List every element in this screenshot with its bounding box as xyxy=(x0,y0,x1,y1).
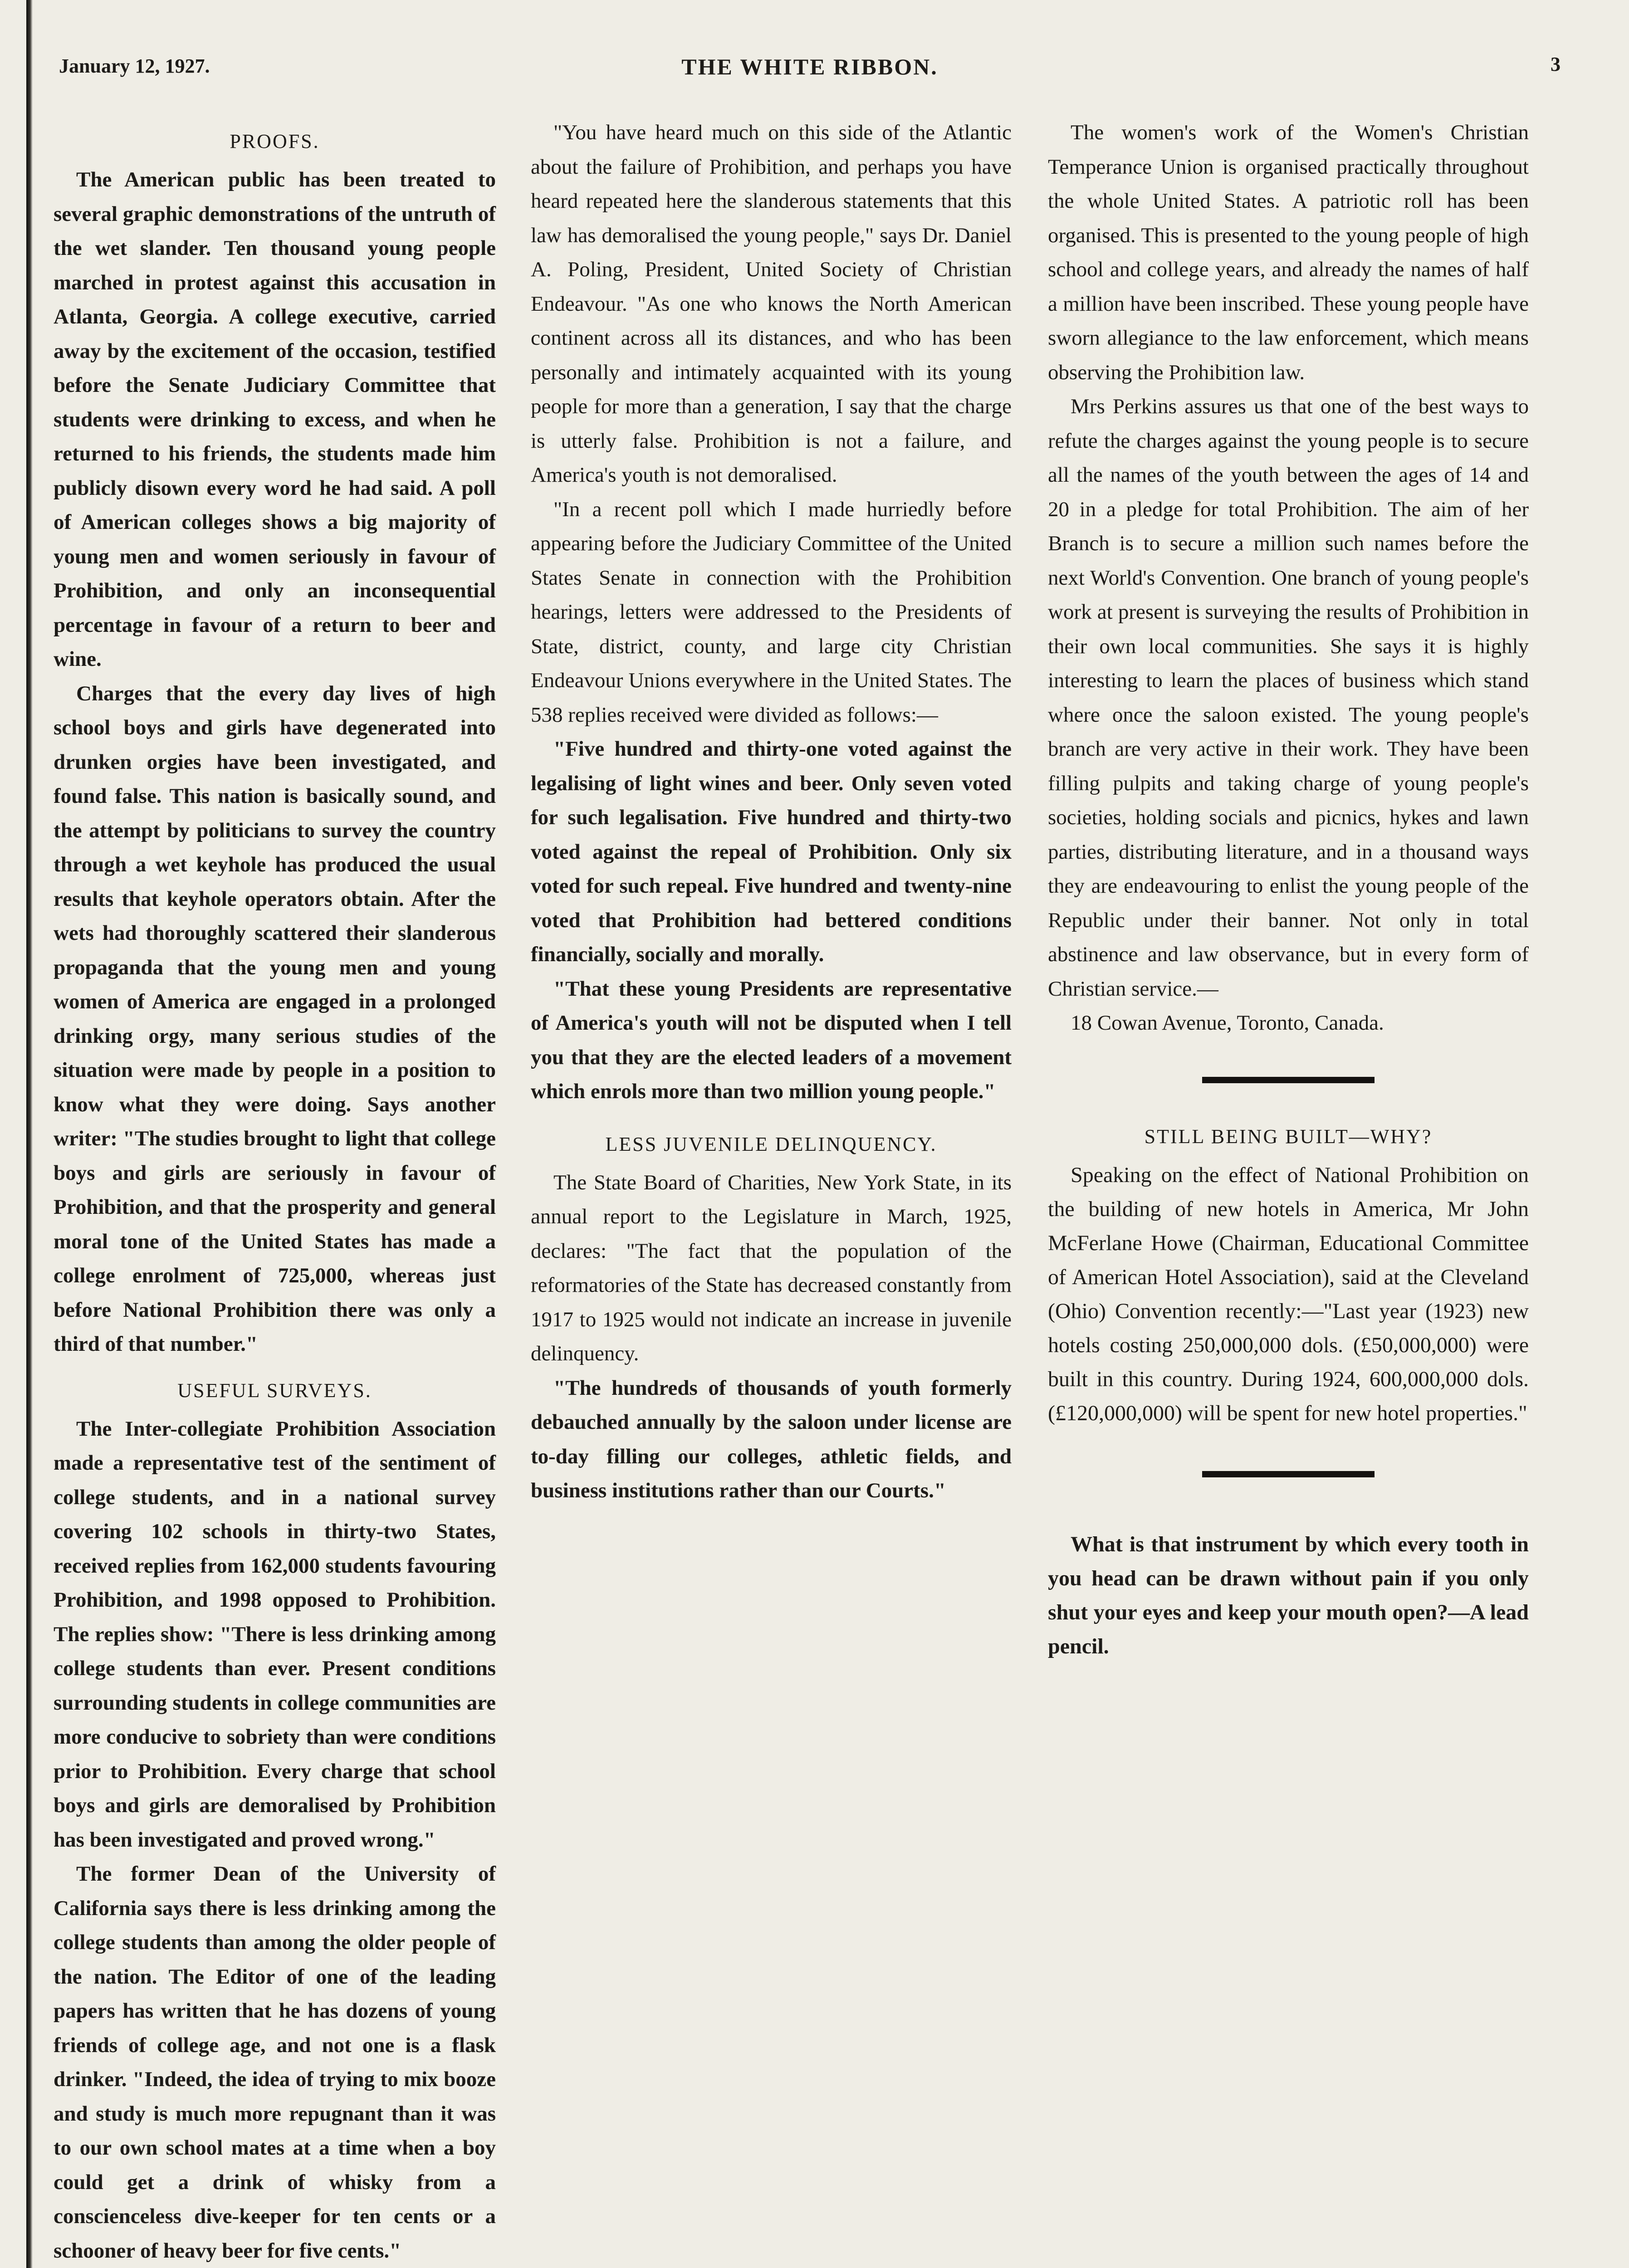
surveys-paragraph-2: The former Dean of the University of California says there is less drinking among the college students than among the older people of the nation. The Editor of one of the leading papers has written that he has dozens of young friends of college age, and not one is a flask drinker. "Indeed, the idea of trying to mix booze and study is much more repugnant than it was to our own school mates at a time when a boy could get a drink of whisky from a conscienceless dive-keeper for ten cents or a schooner of heavy beer for five cents." xyxy=(54,1862,496,2263)
section-divider-rule-2 xyxy=(1202,1471,1375,1477)
section-heading-proofs: PROOFS. xyxy=(230,130,320,152)
page-header xyxy=(54,50,1565,86)
still-being-built-section xyxy=(1048,1119,1529,1663)
section-heading-useful-surveys: USEFUL SURVEYS. xyxy=(177,1379,372,1402)
proofs-paragraph-1: The American public has been treated to several graphic demonstrations of the untruth of the wet slander. Ten thousand young people marched in protest against this accusation in Atlanta, Georgia. A college executive, carried away by the excitement of the occasion, testified before the Senate Judiciary Committee that students were drinking to excess, and when he returned to his friends, the students made him publicly disown every word he had said. A poll of American colleges shows a big majority of young men and women seriously in favour of Prohibition, and only an inconsequential percentage in favour of a return to beer and wine. xyxy=(54,168,496,671)
surveys-paragraph-1: The Inter-collegiate Prohibition Association made a representative test of the sentiment of college students, and in a national survey covering 102 schools in thirty-two States, received replies from 162,000 students favouring Prohibition, and 1998 opposed to Prohibition. The replies show: "There is less drinking among college students than ever. Present conditions surrounding students in college communities are more conducive to sobriety than were conditions prior to Prohibition. Every charge that school boys and girls are demoralised by Prohibition has been investigated and proved wrong." xyxy=(54,1417,496,1852)
riddle-paragraph: What is that instrument by which every tooth in you head can be drawn without pain if you only shut your eyes and keep your mouth open?—A lead pencil. xyxy=(1048,1532,1529,1658)
newspaper-title: THE WHITE RIBBON. xyxy=(681,54,938,79)
page-number: 3 xyxy=(1551,53,1561,75)
juvenile-paragraph-2: "The hundreds of thousands of youth formerly debauched annually by the saloon under license are to-day filling our colleges, athletic fields, and business institutions rather than our Courts." xyxy=(531,1376,1012,1502)
surveys-paragraph-4: "In a recent poll which I made hurriedly before appearing before the Judiciary Committee of the United States Senate in connection with the Prohibition hearings, letters were addressed to the Presidents of State, district, county, and large city Christian Endeavour Unions everywhere in the United States. The 538 replies received were divided as follows:— xyxy=(531,497,1012,727)
section-heading-less-juvenile: LESS JUVENILE DELINQUENCY. xyxy=(605,1133,937,1155)
page-spine-shadow xyxy=(26,0,33,2268)
still-being-built-paragraph: Speaking on the effect of National Prohibition on the building of new hotels in America, Mr John McFerlane Howe (Chairman, Educational Committee of American Hotel Association), said at the Cleveland (Ohio) Convention recently:—"Last year (1923) new hotels costing 250,000,000 dols. (£50,000,000) were built in this country. During 1924, 600,000,000 dols. (£120,000,000) will be spent for new hotel properties." xyxy=(1048,1163,1529,1425)
proofs-paragraph-2: Charges that the every day lives of high school boys and girls have degenerated into drunken orgies have been investigated, and found false. This nation is basically sound, and the attempt by politicians to survey the country through a wet keyhole has produced the usual results that keyhole operators obtain. After the wets had thoroughly scattered their slanderous propaganda that the young men and young women of America are engaged in a prolonged drinking orgy, many serious studies of the situation were made by people in a position to know what they were doing. Says another writer: "The studies brought to light that college boys and girls are seriously in favour of Prohibition, and that the prosperity and general moral tone of the United States has made a college enrolment of 725,000, whereas just before National Prohibition there was only a third of that number." xyxy=(54,681,496,1356)
surveys-paragraph-5: "Five hundred and thirty-one voted against the legalising of light wines and beer. Only seven voted for such legalisation. Five hundred and thirty-two voted against the repeal of Prohibition. Only six voted for such repeal. Five hundred and twenty-nine voted that Prohibition had bettered conditions financially, socially and morally. xyxy=(531,737,1012,966)
juvenile-paragraph-3: The women's work of the Women's Christian Temperance Union is organised practically throughout the whole United States. A patriotic roll has been organised. This is presented to the young people of high school and college years, and already the names of half a million have been inscribed. These young people have sworn allegiance to the law enforcement, which means observing the Prohibition law. xyxy=(1048,121,1529,384)
column-3 xyxy=(1048,116,1529,1663)
issue-date: January 12, 1927. xyxy=(59,55,210,77)
juvenile-paragraph-4: Mrs Perkins assures us that one of the best ways to refute the charges against the young people is to secure all the names of the youth between the ages of 14 and 20 in a pledge for total Prohibition. The aim of her Branch is to secure a million such names before the next World's Convention. One branch of young people's work at present is surveying the results of Prohibition in their own local communities. She says it is highly interesting to learn the places of business which stand where once the saloon existed. The young people's branch are very active in their work. They have been filling pulpits and taking charge of young people's societies, holding socials and picnics, hykes and lawn parties, distributing literature, and in a thousand ways they are endeavouring to enlist the young people of the Republic under their banner. Not only in total abstinence and law observance, but in every form of Christian service.— xyxy=(1048,395,1529,1001)
column-1 xyxy=(54,122,496,2268)
surveys-paragraph-3: "You have heard much on this side of the Atlantic about the failure of Prohibition, and perhaps you have heard repeated here the slanderous statements that this law has demoralised the young people," says Dr. Daniel A. Poling, President, United Society of Christian Endeavour. "As one who knows the North American continent across all its distances, and who has been personally and intimately acquainted with its young people for more than a generation, I say that the charge is utterly false. Prohibition is not a failure, and America's youth is not demoralised. xyxy=(531,121,1012,487)
section-heading-still-being-built: STILL BEING BUILT—WHY? xyxy=(1144,1125,1433,1148)
juvenile-paragraph-1: The State Board of Charities, New York State, in its annual report to the Legislature in March, 1925, declares: "The fact that the population of the reformatories of the State has decreased constantly from 1917 to 1925 would not indicate an increase in juvenile delinquency. xyxy=(531,1170,1012,1365)
section-divider-rule xyxy=(1202,1077,1375,1083)
author-address: 18 Cowan Avenue, Toronto, Canada. xyxy=(1071,1011,1384,1035)
column-2 xyxy=(531,116,1012,1508)
surveys-paragraph-6: "That these young Presidents are representative of America's youth will not be disputed when I tell you that they are the elected leaders of a movement which enrols more than two million young people." xyxy=(531,977,1012,1103)
